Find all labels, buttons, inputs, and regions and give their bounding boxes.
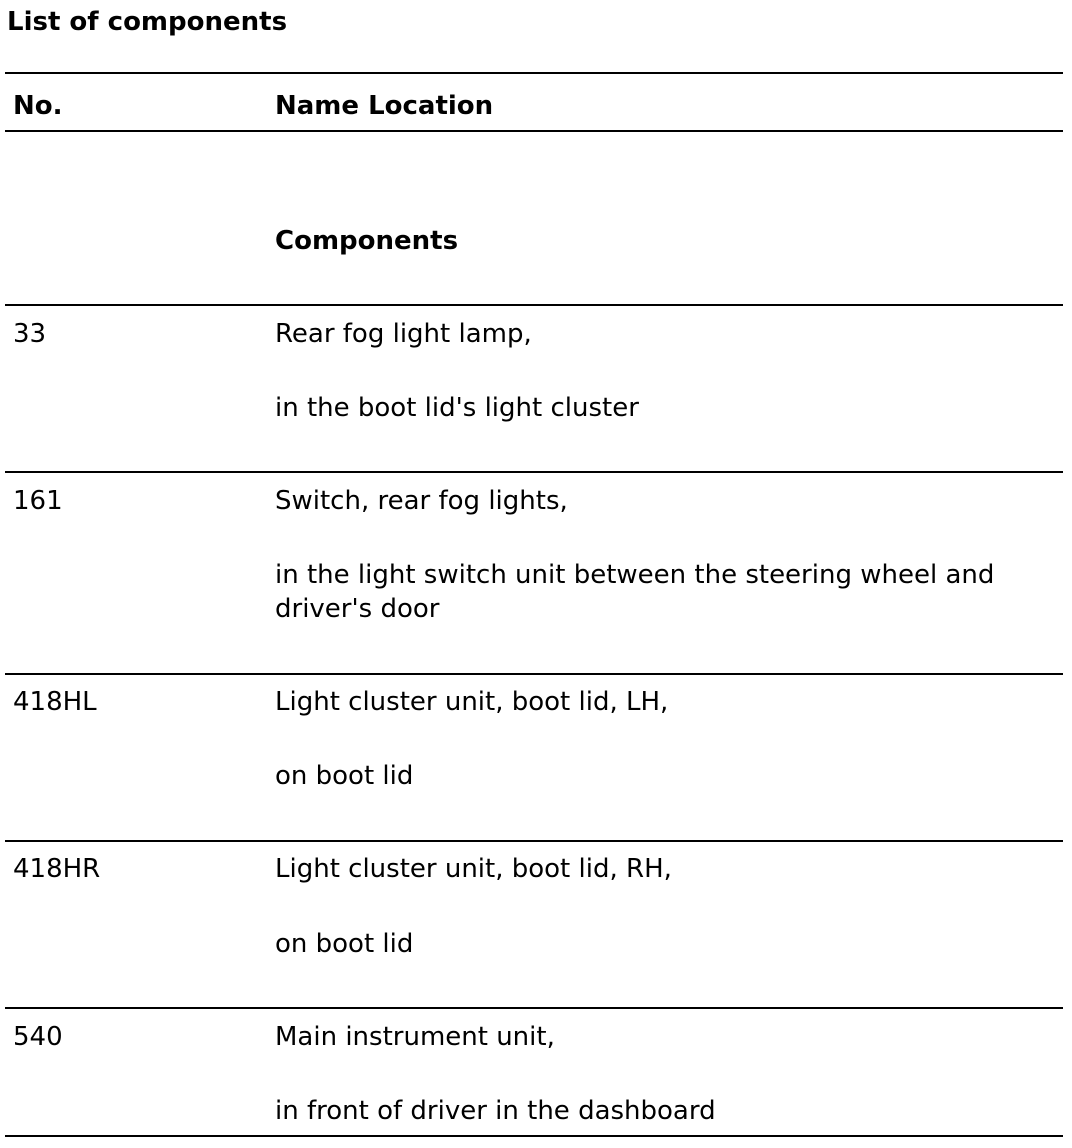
page-title: List of components bbox=[7, 7, 288, 37]
row-number: 540 bbox=[13, 1022, 63, 1052]
component-location: on boot lid bbox=[275, 929, 414, 959]
section-rule bbox=[5, 304, 1063, 306]
component-name: Main instrument unit, bbox=[275, 1022, 555, 1052]
row-number: 418HR bbox=[13, 854, 101, 884]
component-location: in the boot lid's light cluster bbox=[275, 393, 639, 423]
component-location: on boot lid bbox=[275, 761, 414, 791]
row-number: 161 bbox=[13, 486, 63, 516]
row-rule bbox=[5, 673, 1063, 675]
component-name: Light cluster unit, boot lid, RH, bbox=[275, 854, 672, 884]
row-rule bbox=[5, 471, 1063, 473]
row-rule bbox=[5, 840, 1063, 842]
component-location: in front of driver in the dashboard bbox=[275, 1096, 716, 1126]
table-bottom-rule bbox=[5, 1135, 1063, 1137]
section-heading: Components bbox=[275, 226, 459, 256]
table-top-rule bbox=[5, 72, 1063, 74]
header-no: No. bbox=[13, 91, 63, 121]
component-name: Switch, rear fog lights, bbox=[275, 486, 568, 516]
header-name-location: Name Location bbox=[275, 91, 494, 121]
component-location: in the light switch unit between the steering wheel and driver's door bbox=[275, 560, 995, 624]
component-name: Light cluster unit, boot lid, LH, bbox=[275, 687, 669, 717]
component-name: Rear fog light lamp, bbox=[275, 319, 532, 349]
row-number: 418HL bbox=[13, 687, 97, 717]
row-number: 33 bbox=[13, 319, 47, 349]
header-bottom-rule bbox=[5, 130, 1063, 132]
row-rule bbox=[5, 1007, 1063, 1009]
